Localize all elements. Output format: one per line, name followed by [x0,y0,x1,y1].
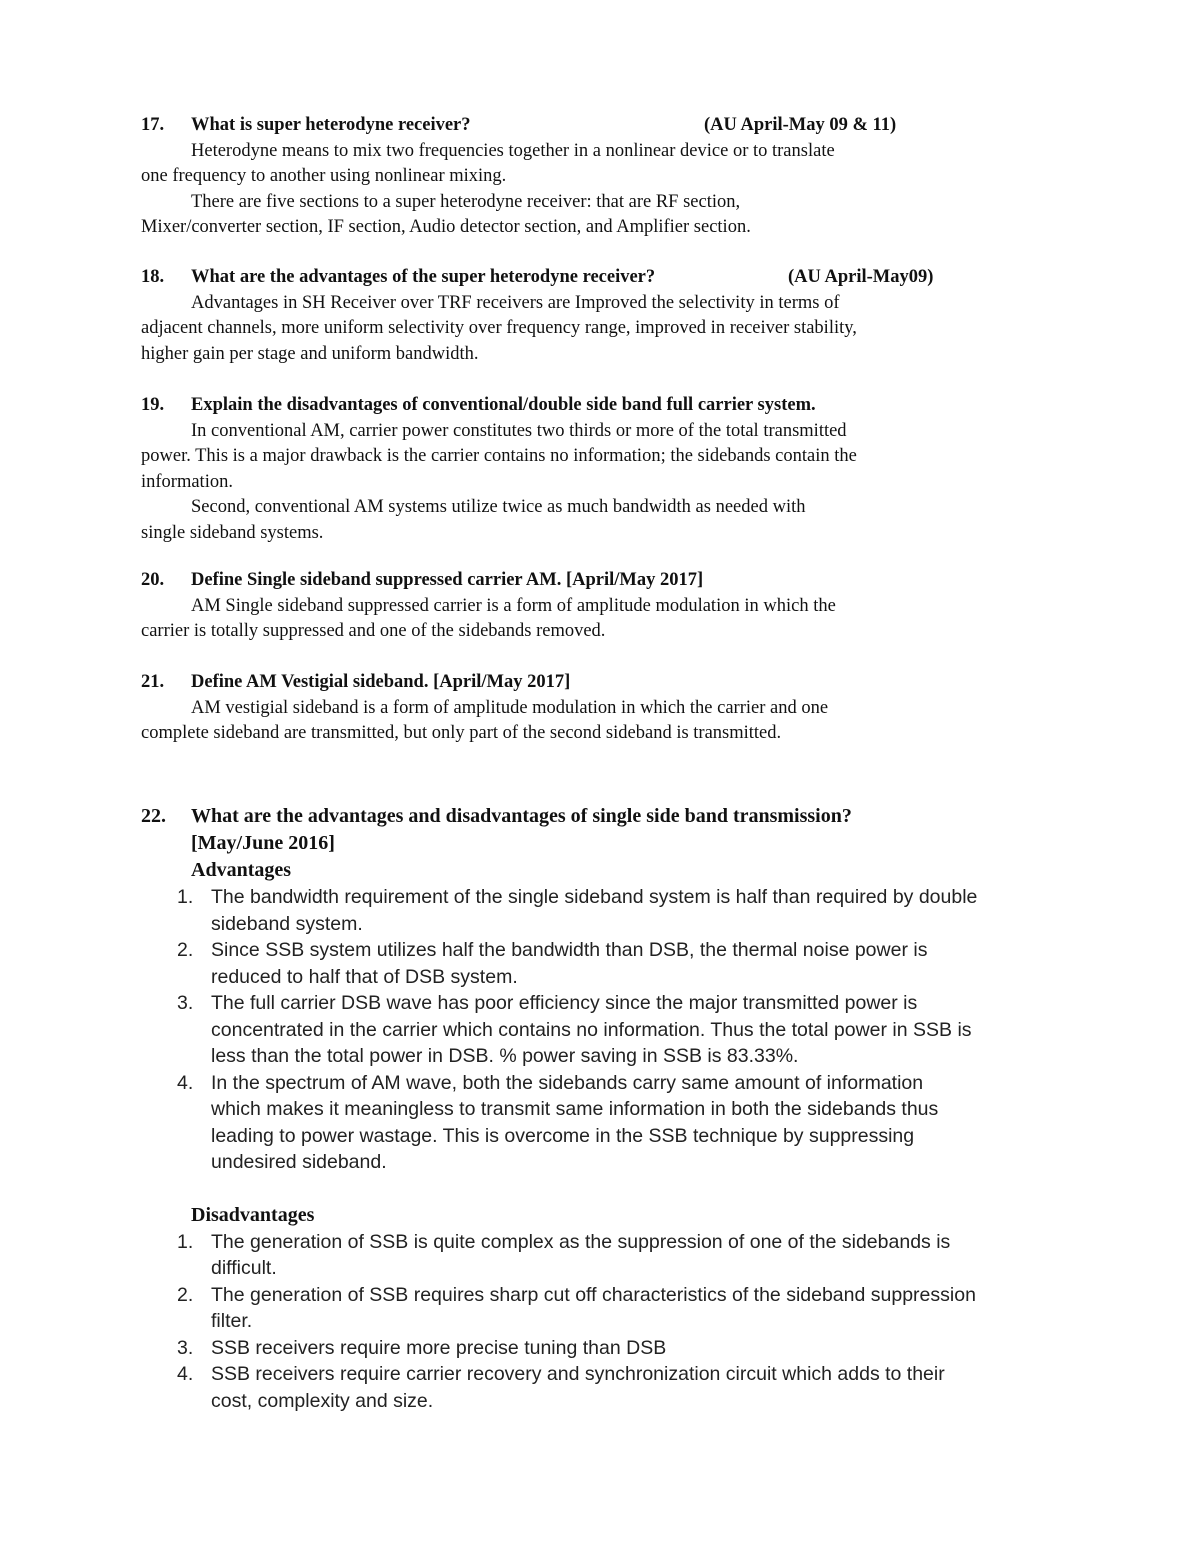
question-heading [141,803,1081,857]
answer-line: one frequency to another using nonlinear mixing. [141,166,507,186]
answer-line: adjacent channels, more uniform selectivity over frequency range, improved in receiver stability, [141,318,857,338]
list-item-line: In the spectrum of AM wave, both the sidebands carry same amount of information [211,1071,924,1094]
list-item-line: The full carrier DSB wave has poor efficiency since the major transmitted power is [211,992,918,1014]
answer-line: carrier is totally suppressed and one of the sidebands removed. [141,621,606,641]
disadvantages-list [141,1229,1081,1415]
question-number: 21. [141,672,165,692]
question-17 [141,113,1061,241]
answer-line: AM Single sideband suppressed carrier is a form of amplitude modulation in which the [191,595,836,616]
list-item-line: difficult. [211,1257,277,1279]
list-item-line: concentrated in the carrier which contains no information. Thus the total power in SSB is [211,1018,972,1041]
question-title: Define AM Vestigial sideband. [April/May 2017] [191,672,571,692]
list-item-line: reduced to half that of DSB system. [211,965,518,988]
question-title: Explain the disadvantages of conventional/double side band full carrier system. [191,395,816,415]
question-heading [141,568,1061,594]
list-item-number: 2. [177,939,194,961]
question-title: What are the advantages of the super heterodyne receiver? [191,267,656,287]
list-item-number: 1. [177,886,194,908]
answer-line: Heterodyne means to mix two frequencies together in a nonlinear device or to translate [191,140,835,161]
question-number: 22. [141,805,166,827]
advantage-item [141,1070,1081,1176]
advantage-item [141,884,1081,937]
answer-line: complete sideband are transmitted, but only part of the second sideband is transmitted. [141,723,782,743]
question-heading [141,670,1061,696]
answer-line: information. [141,471,233,492]
question-20 [141,568,1061,645]
question-22 [141,803,1081,1414]
disadvantage-item [141,1282,1081,1335]
list-item-number: 3. [177,1336,194,1359]
answer-line: higher gain per stage and uniform bandwidth. [141,343,479,364]
list-item-line: The bandwidth requirement of the single sideband system is half than required by double [211,886,978,908]
disadvantage-item [141,1229,1081,1282]
advantage-item [141,990,1081,1070]
list-item-line: The generation of SSB requires sharp cut off characteristics of the sideband suppression [211,1283,976,1306]
exam-tag: (AU April-May 09 & 11) [704,115,897,135]
question-title: What are the advantages and disadvantages of single side band transmission? [191,805,852,827]
list-item-line: Since SSB system utilizes half the bandwidth than DSB, the thermal noise power is [211,939,928,961]
list-item-number: 1. [177,1230,194,1253]
question-number: 20. [141,570,165,590]
list-item-number: 3. [177,992,194,1014]
list-item-line: leading to power wastage. This is overcome in the SSB technique by suppressing [211,1124,915,1147]
list-item-line: sideband system. [211,912,363,935]
question-number: 19. [141,395,165,415]
list-item-line: SSB receivers require more precise tuning than DSB [211,1336,667,1359]
question-number: 17. [141,115,165,135]
question-heading [141,393,1061,419]
list-item-number: 4. [177,1071,194,1094]
list-item-number: 4. [177,1363,194,1385]
question-heading [141,265,1061,291]
list-item-line: cost, complexity and size. [211,1389,434,1412]
exam-tag: (AU April-May09) [788,267,934,287]
list-item-line: which makes it meaningless to transmit same information in both the sidebands thus [211,1098,939,1120]
disadvantages-heading: Disadvantages [191,1203,315,1226]
answer-line: AM vestigial sideband is a form of amplitude modulation in which the carrier and one [191,697,829,718]
disadvantage-item [141,1361,1081,1414]
answer-line: Advantages in SH Receiver over TRF receivers are Improved the selectivity in terms of [191,292,840,313]
list-item-line: filter. [211,1310,253,1332]
question-title-tag: [May/June 2016] [191,832,335,854]
list-item-line: SSB receivers require carrier recovery and synchronization circuit which adds to their [211,1363,945,1385]
list-item-line: less than the total power in DSB. % power saving in SSB is 83.33%. [211,1045,799,1067]
question-21 [141,670,1061,747]
answer-line: single sideband systems. [141,522,324,543]
advantages-list [141,884,1081,1176]
question-number: 18. [141,267,165,287]
list-item-number: 2. [177,1283,194,1306]
list-item-line: The generation of SSB is quite complex as the suppression of one of the sidebands is [211,1230,951,1253]
answer-line: Second, conventional AM systems utilize twice as much bandwidth as needed with [191,497,806,517]
list-item-line: undesired sideband. [211,1151,387,1173]
question-title: Define Single sideband suppressed carrier AM. [April/May 2017] [191,570,704,590]
answer-line: In conventional AM, carrier power constitutes two thirds or more of the total transmitted [191,420,847,441]
answer-line: There are five sections to a super heterodyne receiver: that are RF section, [191,191,741,212]
advantages-heading: Advantages [191,859,292,881]
advantage-item [141,937,1081,990]
disadvantage-item [141,1335,1081,1362]
question-heading [141,113,1061,139]
question-18 [141,265,1061,367]
answer-line: power. This is a major drawback is the carrier contains no information; the sidebands contain the [141,446,857,466]
question-title: What is super heterodyne receiver? [191,115,471,135]
answer-line: Mixer/converter section, IF section, Audio detector section, and Amplifier section. [141,217,751,237]
question-19 [141,393,1061,546]
